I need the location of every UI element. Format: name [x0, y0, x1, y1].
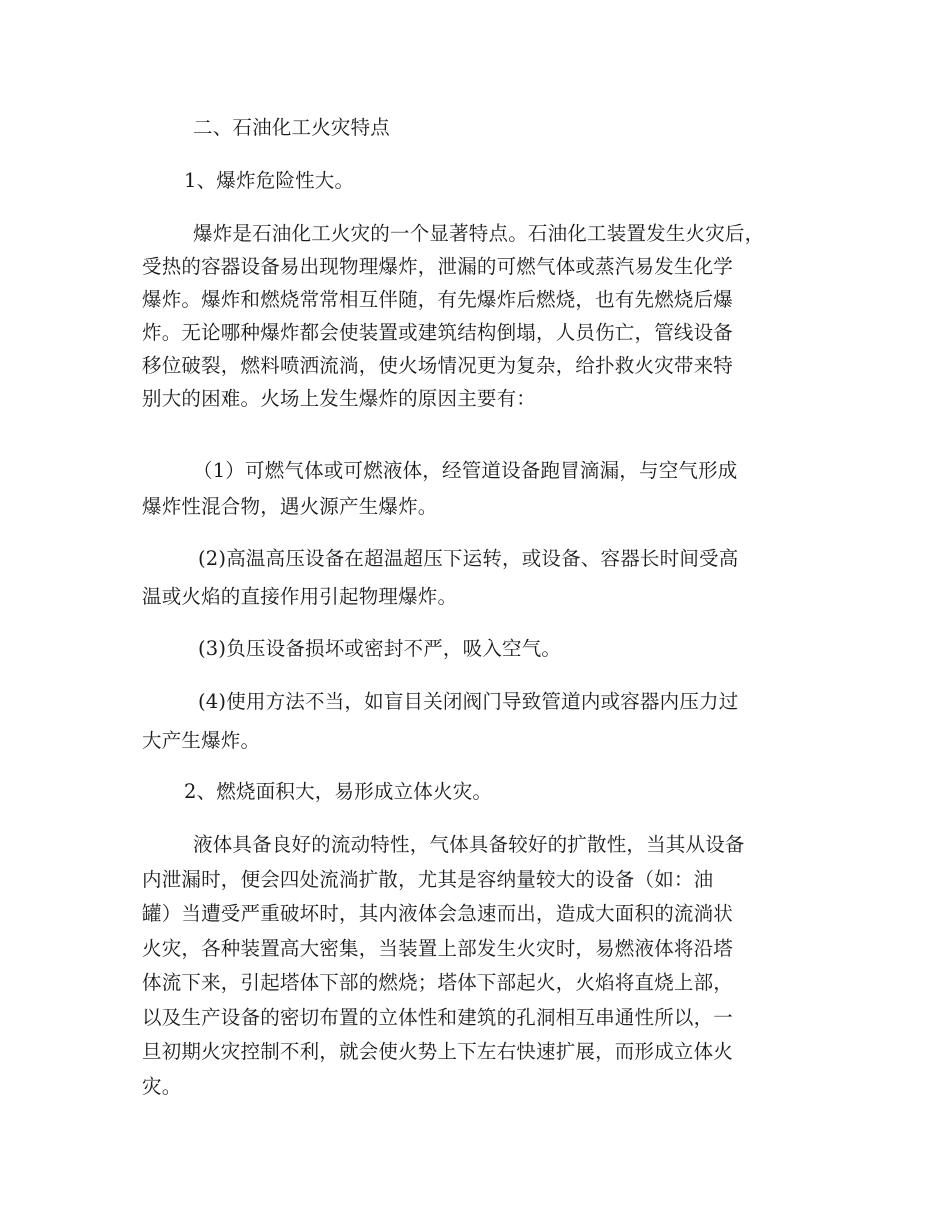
paragraph-line: 大产生爆炸。	[142, 729, 261, 752]
paragraph-line: (2)高温高压设备在超温超压下运转，或设备、容器长时间受高	[198, 547, 739, 570]
paragraph-line: 内泄漏时，便会四处流淌扩散，尤其是容纳量较大的设备（如：油	[142, 868, 714, 891]
paragraph-line: 爆炸性混合物，遇火源产生爆炸。	[142, 495, 438, 518]
paragraph-line: 炸。无论哪种爆炸都会使装置或建筑结构倒塌，人员伤亡，管线设备	[142, 321, 734, 344]
paragraph-line: 受热的容器设备易出现物理爆炸，泄漏的可燃气体或蒸汽易发生化学	[142, 255, 734, 278]
paragraph-line: 体流下来，引起塔体下部的燃烧；塔体下部起火，火焰将直烧上部，	[142, 971, 734, 994]
paragraph-line: (3)负压设备损坏或密封不严，吸入空气。	[198, 637, 562, 660]
item1-title: 1、爆炸危险性大。	[184, 169, 355, 192]
paragraph-line: 别大的困难。火场上发生爆炸的原因主要有：	[142, 387, 537, 410]
paragraph-line: 移位破裂，燃料喷洒流淌，使火场情况更为复杂，给扑救火灾带来特	[142, 354, 734, 377]
item2-title: 2、燃烧面积大，易形成立体火灾。	[184, 780, 493, 803]
paragraph-line: 灾。	[142, 1075, 182, 1098]
paragraph-line: 爆炸。爆炸和燃烧常常相互伴随，有先爆炸后燃烧，也有先燃烧后爆	[142, 288, 734, 311]
paragraph-line: 液体具备良好的流动特性，气体具备较好的扩散性，当其从设备	[193, 833, 745, 856]
paragraph-line: 爆炸是石油化工火灾的一个显著特点。石油化工装置发生火灾后，	[193, 222, 765, 245]
paragraph-line: 以及生产设备的密切布置的立体性和建筑的孔洞相互串通性所以，一	[142, 1006, 734, 1029]
paragraph-line: (4)使用方法不当，如盲目关闭阀门导致管道内或容器内压力过	[198, 690, 739, 713]
section-title: 二、石油化工火灾特点	[193, 116, 391, 139]
paragraph-line: （1）可燃气体或可燃液体，经管道设备跑冒滴漏，与空气形成	[193, 459, 738, 482]
paragraph-line: 罐）当遭受严重破坏时，其内液体会急速而出，造成大面积的流淌状	[142, 902, 734, 925]
paragraph-line: 温或火焰的直接作用引起物理爆炸。	[142, 585, 458, 608]
paragraph-line: 旦初期火灾控制不利，就会使火势上下左右快速扩展，而形成立体火	[142, 1040, 734, 1063]
paragraph-line: 火灾，各种装置高大密集，当装置上部发生火灾时，易燃液体将沿塔	[142, 937, 734, 960]
